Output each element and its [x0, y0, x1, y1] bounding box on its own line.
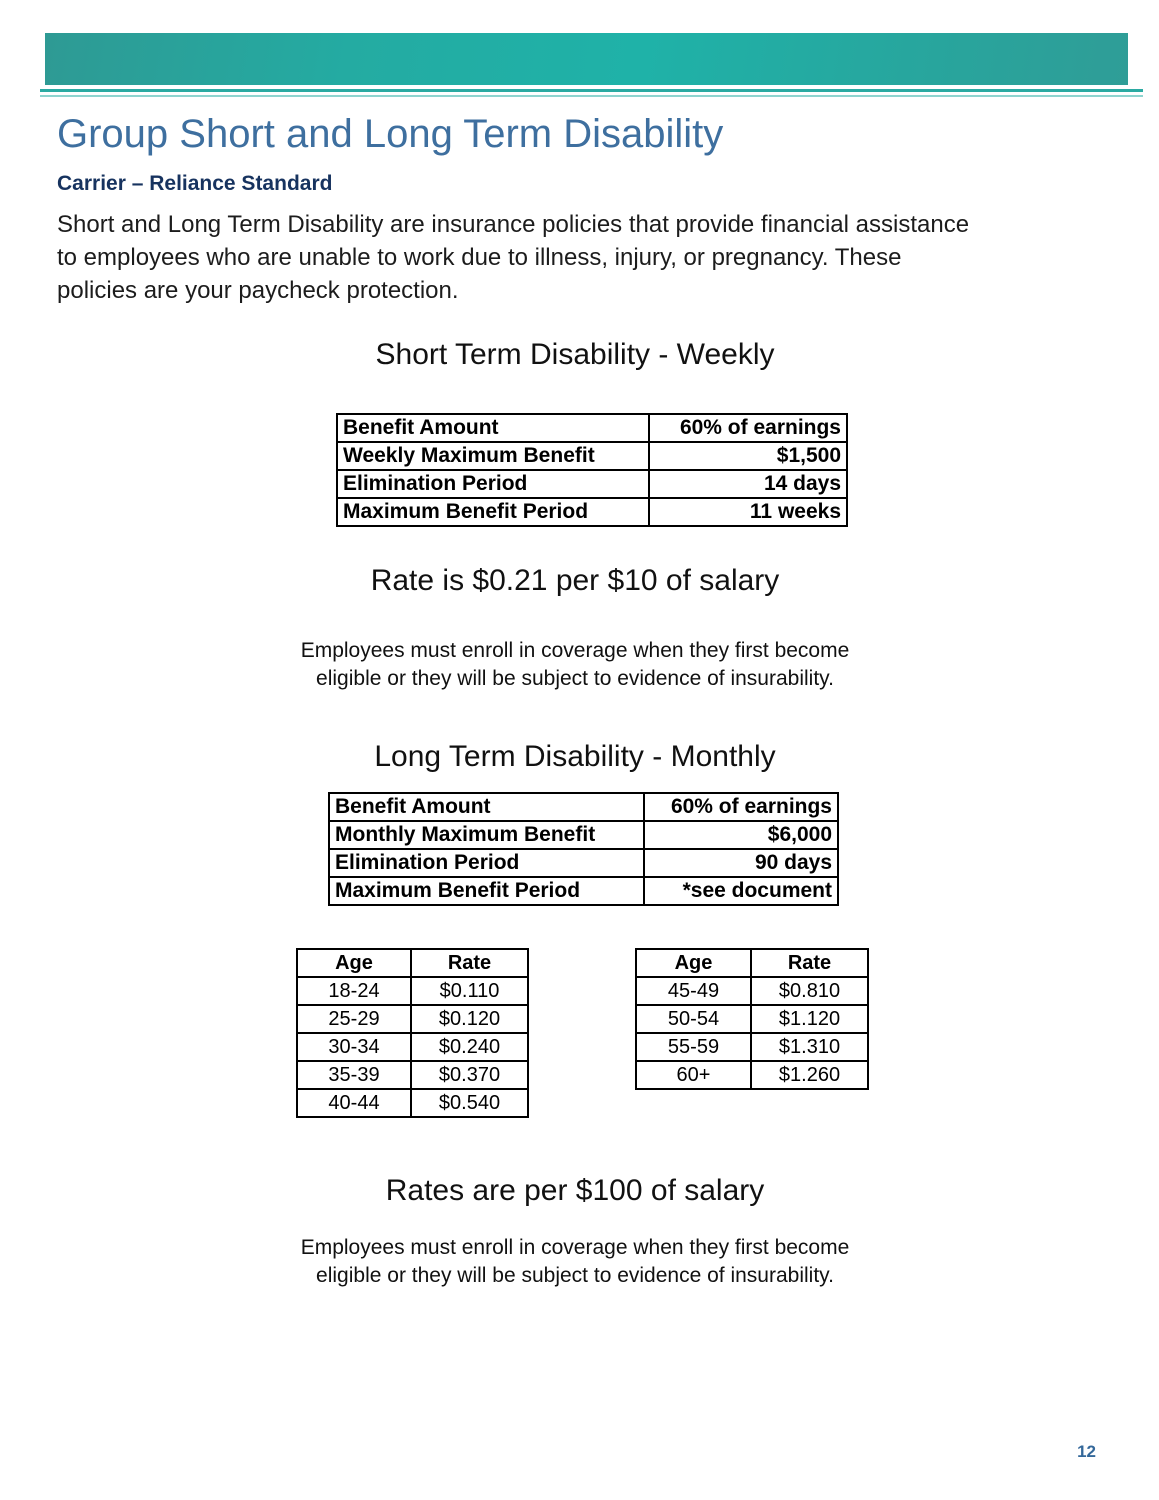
age-cell: 25-29: [297, 1005, 411, 1033]
header-rule-thin: [40, 95, 1143, 97]
age-cell: 40-44: [297, 1089, 411, 1117]
rate-cell: $0.120: [411, 1005, 528, 1033]
benefit-value: $1,500: [649, 442, 847, 470]
age-cell: 45-49: [636, 977, 751, 1005]
page-title: Group Short and Long Term Disability: [57, 112, 724, 156]
table-row: [297, 1005, 528, 1033]
table-row: [329, 793, 838, 821]
long-term-heading: Long Term Disability - Monthly: [374, 740, 776, 773]
table-row: [636, 977, 868, 1005]
table-header-row: [636, 949, 868, 977]
rate-cell: $1.120: [751, 1005, 868, 1033]
table-header-row: [297, 949, 528, 977]
long-term-rates-note: Rates are per $100 of salary: [385, 1174, 765, 1207]
enroll-line-1: Employees must enroll in coverage when they first become: [300, 639, 850, 662]
short-term-enroll-note: [0, 637, 1150, 693]
benefit-value: $6,000: [644, 821, 838, 849]
table-row: [337, 414, 847, 442]
benefit-value: 14 days: [649, 470, 847, 498]
age-header: Age: [297, 949, 411, 977]
table-row: [297, 977, 528, 1005]
rate-header: Rate: [751, 949, 868, 977]
benefit-value: 60% of earnings: [644, 793, 838, 821]
rate-cell: $0.370: [411, 1061, 528, 1089]
enroll-line-1: Employees must enroll in coverage when they first become: [300, 1236, 850, 1259]
short-term-benefit-table: [336, 413, 848, 527]
benefit-label: Elimination Period: [329, 849, 644, 877]
benefit-label: Elimination Period: [337, 470, 649, 498]
benefit-label: Maximum Benefit Period: [337, 498, 649, 526]
table-row: [297, 1033, 528, 1061]
age-cell: 30-34: [297, 1033, 411, 1061]
short-term-heading: Short Term Disability - Weekly: [375, 338, 775, 371]
rate-cell: $0.110: [411, 977, 528, 1005]
age-cell: 18-24: [297, 977, 411, 1005]
table-row: [329, 821, 838, 849]
benefit-value: 60% of earnings: [649, 414, 847, 442]
benefit-value: 90 days: [644, 849, 838, 877]
table-row: [297, 1061, 528, 1089]
table-row: [297, 1089, 528, 1117]
age-rate-table-right: [635, 948, 869, 1090]
intro-paragraph: [57, 208, 1117, 307]
age-cell: 50-54: [636, 1005, 751, 1033]
enroll-line-2: eligible or they will be subject to evidence of insurability.: [316, 667, 834, 690]
long-term-enroll-note: [0, 1234, 1150, 1290]
header-rule-thick: [40, 89, 1143, 92]
table-row: [636, 1033, 868, 1061]
intro-line-3: policies are your paycheck protection.: [57, 277, 459, 304]
benefit-value: *see document: [644, 877, 838, 905]
table-row: [329, 877, 838, 905]
rate-cell: $0.540: [411, 1089, 528, 1117]
table-row: [329, 849, 838, 877]
benefit-label: Weekly Maximum Benefit: [337, 442, 649, 470]
benefit-label: Maximum Benefit Period: [329, 877, 644, 905]
rate-cell: $0.810: [751, 977, 868, 1005]
carrier-line: Carrier – Reliance Standard: [57, 172, 333, 195]
rate-cell: $1.260: [751, 1061, 868, 1089]
age-cell: 60+: [636, 1061, 751, 1089]
age-header: Age: [636, 949, 751, 977]
table-row: [337, 442, 847, 470]
page-number: 12: [1077, 1442, 1096, 1461]
benefit-value: 11 weeks: [649, 498, 847, 526]
table-row: [636, 1005, 868, 1033]
table-row: [337, 498, 847, 526]
table-row: [636, 1061, 868, 1089]
benefit-label: Benefit Amount: [337, 414, 649, 442]
header-teal-band: [45, 33, 1128, 85]
benefit-label: Monthly Maximum Benefit: [329, 821, 644, 849]
age-cell: 35-39: [297, 1061, 411, 1089]
age-rate-table-left: [296, 948, 529, 1118]
rate-cell: $1.310: [751, 1033, 868, 1061]
rate-header: Rate: [411, 949, 528, 977]
age-cell: 55-59: [636, 1033, 751, 1061]
intro-line-2: to employees who are unable to work due to illness, injury, or pregnancy. These: [57, 244, 902, 271]
rate-cell: $0.240: [411, 1033, 528, 1061]
intro-line-1: Short and Long Term Disability are insurance policies that provide financial assistance: [57, 211, 970, 238]
long-term-benefit-table: [328, 792, 839, 906]
short-term-rate-note: Rate is $0.21 per $10 of salary: [370, 564, 780, 597]
benefit-label: Benefit Amount: [329, 793, 644, 821]
enroll-line-2: eligible or they will be subject to evidence of insurability.: [316, 1264, 834, 1287]
table-row: [337, 470, 847, 498]
